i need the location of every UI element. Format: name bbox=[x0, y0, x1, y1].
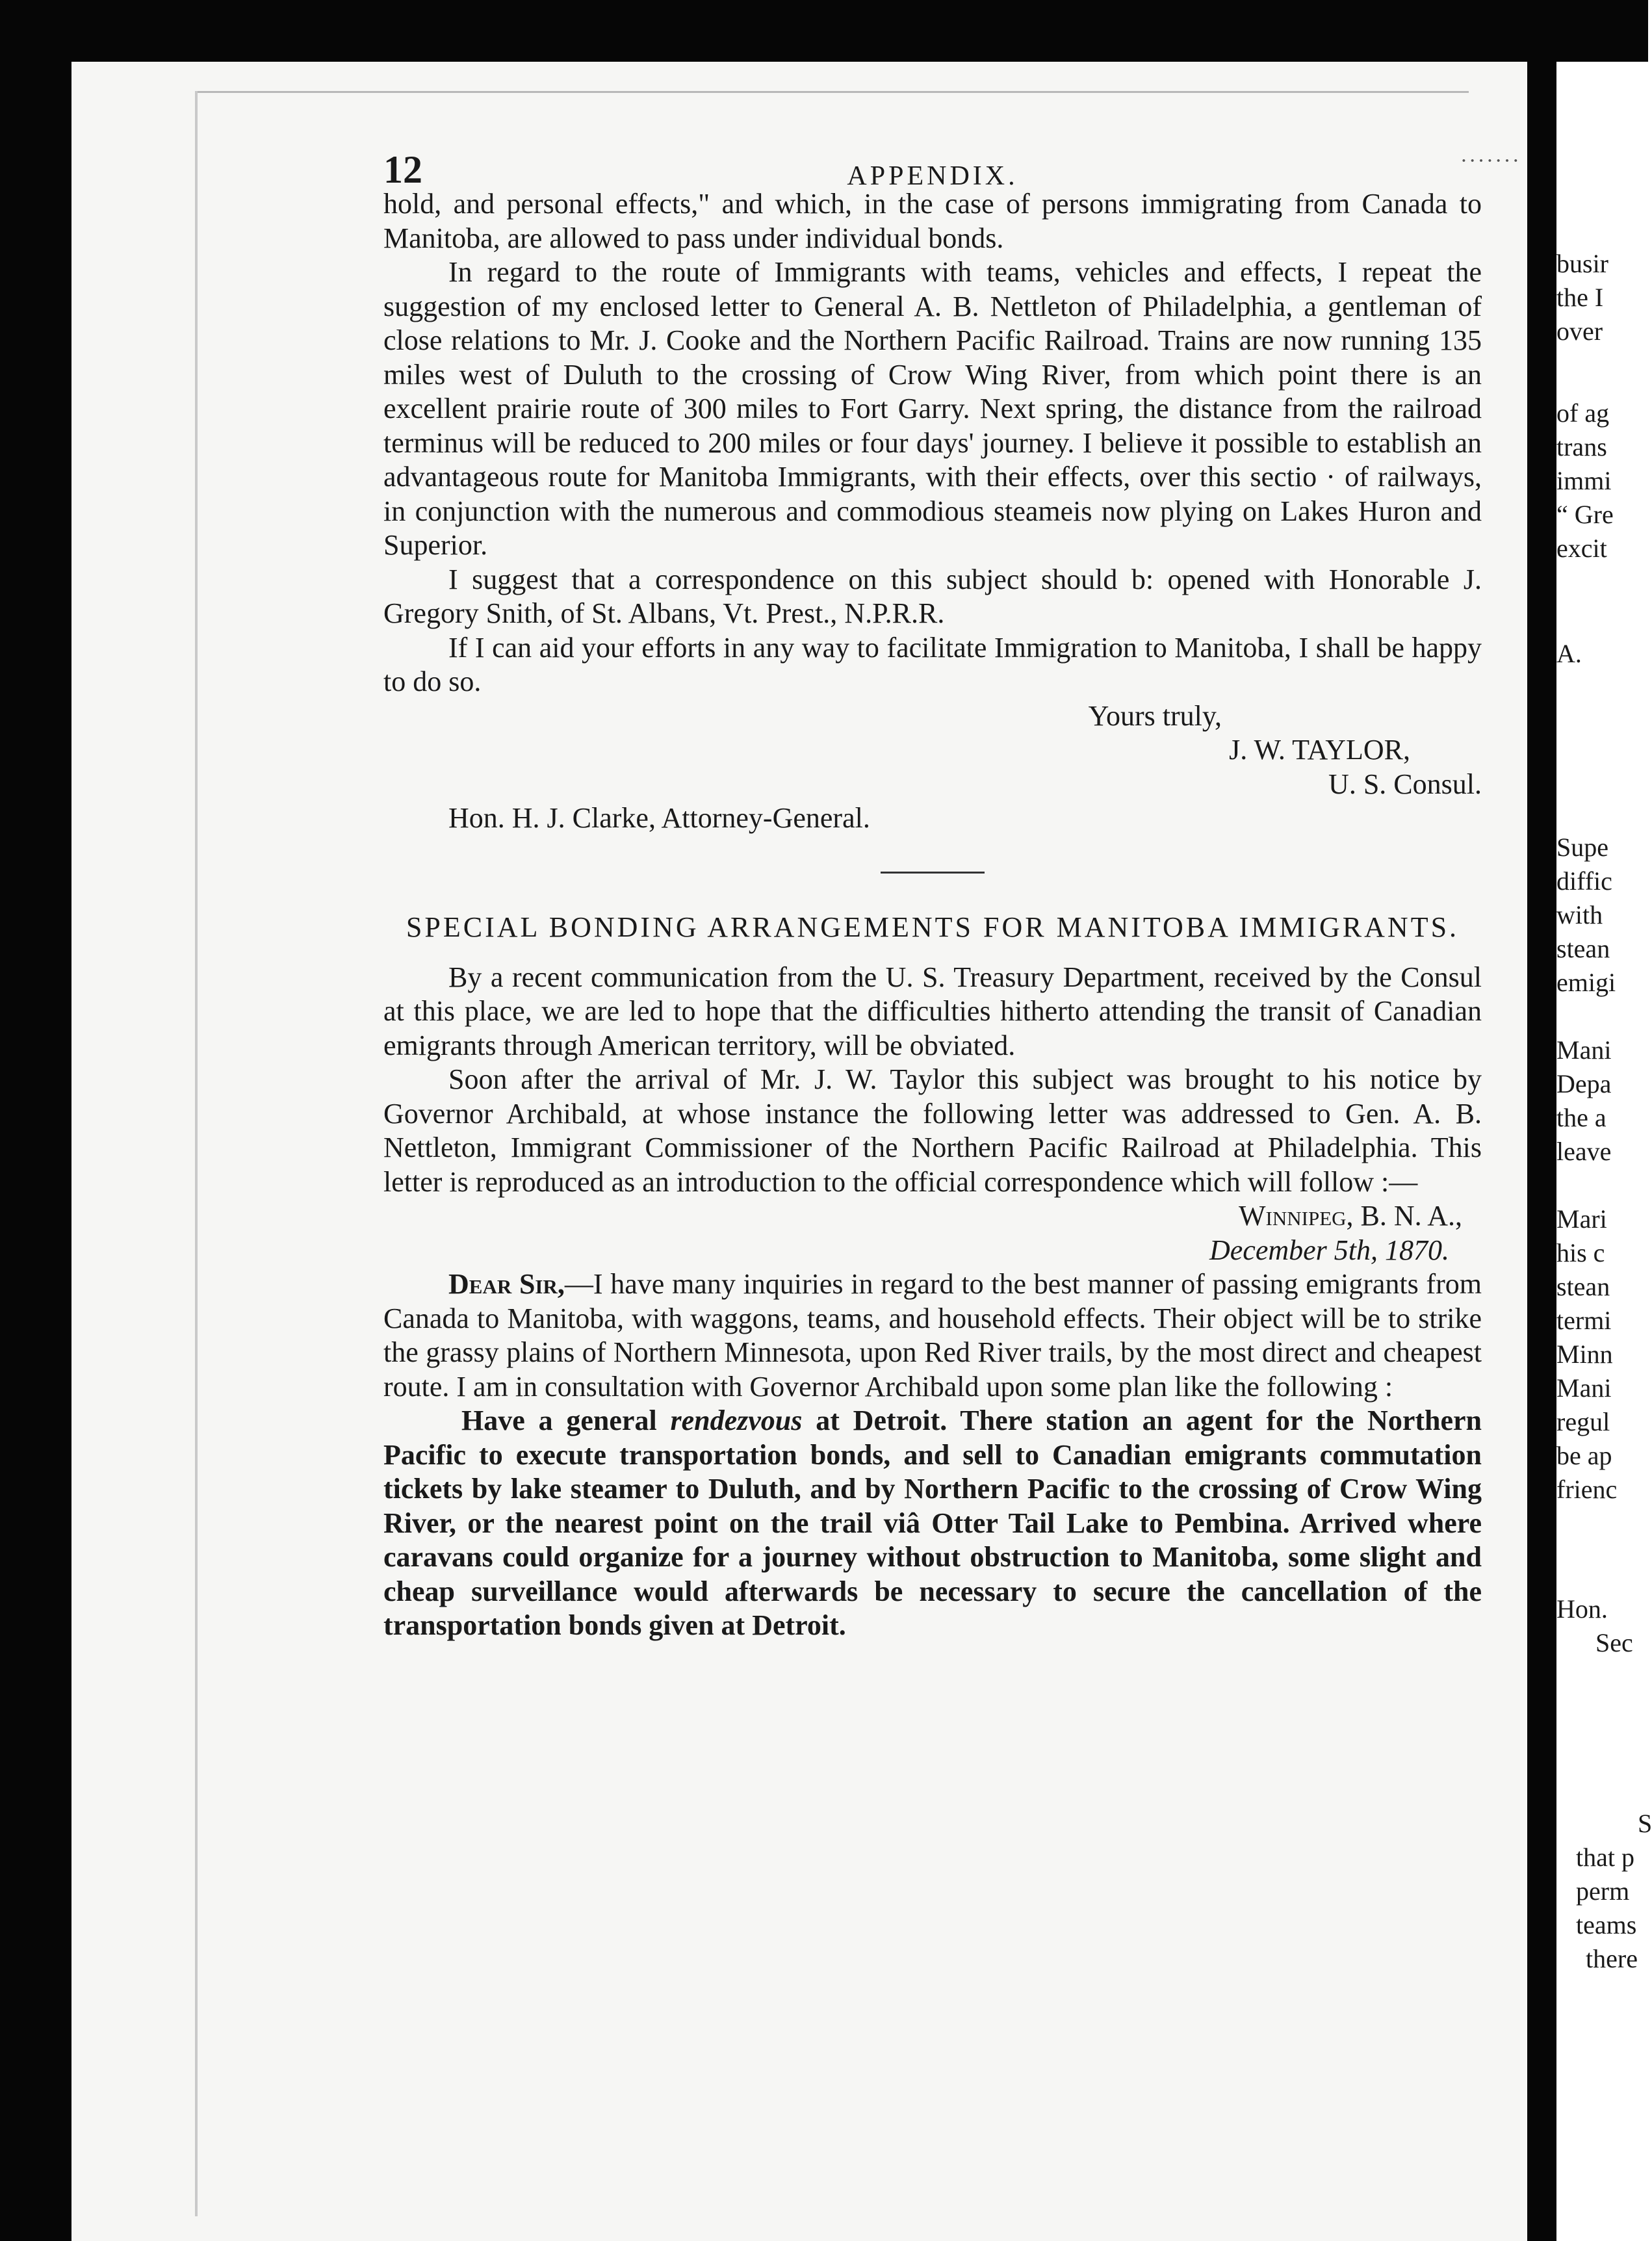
fragment: “ Gre bbox=[1556, 500, 1614, 529]
fragment: Sec bbox=[1595, 1628, 1633, 1657]
page-text-column bbox=[383, 117, 1521, 1643]
section-divider bbox=[881, 872, 985, 874]
plan-text: at Detroit. There station an agent for the Northern Pacific to execute transportation bonds, and sell to Canadian emigrants commutation tickets by lake steamer to Duluth, and by Northern Pacific to the crossing of Crow Wing River, or the nearest point on the trail viâ Otter Tail Lake to Pembina. Arrived where caravans could organize for a journey without obstruction to Manitoba, some slight and cheap surveillance would afterwards be necessary to secure the cancellation of the transportation bonds given at Detroit. bbox=[383, 1405, 1482, 1641]
fragment: excit bbox=[1556, 534, 1607, 563]
page-top-line bbox=[195, 91, 1469, 93]
letter-place: Winnipeg, B. N. A., bbox=[1239, 1200, 1462, 1232]
letter-body: —I have many inquiries in regard to the best manner of passing emigrants from Canada to Manitoba, with waggons, teams, and household effects. Their object will be to strike the grassy plains of Northern Minnesota, upon Red River trails, by the most direct and cheapest route. I am in consultation with Governor Archibald upon some plan like the following : bbox=[383, 1268, 1482, 1403]
letter-signature: J. W. TAYLOR, bbox=[1229, 734, 1410, 766]
scan-border-left bbox=[0, 0, 71, 2241]
section-paragraph: Soon after the arrival of Mr. J. W. Taylor this subject was brought to his notice by Governor Archibald, at whose instance the following letter was addressed to Gen. A. B. Nettleton, Immigrant Commissioner of the Northern Pacific Railroad at Philadelphia. This letter is reproduced as an introduction to the official correspondence which will follow :— bbox=[383, 1063, 1482, 1198]
letter-paragraph: I suggest that a correspondence on this subject should b: opened with Honorable J. Gregory Snith, of St. Albans, Vt. Prest., N.P.R.R. bbox=[383, 563, 1482, 629]
fragment: his c bbox=[1556, 1238, 1605, 1267]
fragment: Hon. bbox=[1556, 1594, 1608, 1624]
header-dots: ······· bbox=[1460, 149, 1521, 173]
letter-addressee: Hon. H. J. Clarke, Attorney-General. bbox=[448, 802, 870, 834]
letter-paragraph: If I can aid your efforts in any way to facilitate Immigration to Manitoba, I shall be happy to do so. bbox=[383, 631, 1482, 697]
fragment: A. bbox=[1556, 639, 1582, 668]
fragment: Depa bbox=[1556, 1069, 1612, 1098]
fragment: with bbox=[1556, 900, 1603, 929]
fragment: Supe bbox=[1556, 833, 1608, 862]
letter-paragraph: hold, and personal effects," and which, in the case of persons immigrating from Canada to Manitoba, are allowed to pass under individual bonds. bbox=[383, 188, 1482, 254]
page-left-edge bbox=[195, 91, 198, 2216]
fragment: that p bbox=[1576, 1843, 1634, 1872]
fragment: teams bbox=[1576, 1910, 1637, 1939]
page-number: 12 bbox=[383, 148, 422, 191]
fragment: S bbox=[1638, 1809, 1652, 1838]
fragment: busir bbox=[1556, 249, 1608, 278]
fragment: Mani bbox=[1556, 1035, 1612, 1065]
fragment: perm bbox=[1576, 1876, 1630, 1906]
letter-date: December 5th, 1870. bbox=[1209, 1234, 1449, 1266]
fragment: emigi bbox=[1556, 968, 1616, 997]
fragment: be ap bbox=[1556, 1441, 1612, 1470]
fragment: Mari bbox=[1556, 1204, 1607, 1234]
fragment: the I bbox=[1556, 283, 1604, 312]
page-gutter bbox=[1527, 62, 1556, 2241]
fragment: frienc bbox=[1556, 1475, 1618, 1504]
letter-salutation: Dear Sir, bbox=[448, 1268, 565, 1300]
fragment: stean bbox=[1556, 934, 1610, 963]
fragment: Mani bbox=[1556, 1373, 1612, 1403]
section-paragraph: By a recent communication from the U. S. Treasury Department, received by the Consul at this place, we are led to hope that the difficulties hitherto attending the transit of Canadian emigrants through American territory, will be obviated. bbox=[383, 961, 1482, 1061]
fragment: there bbox=[1586, 1944, 1638, 1973]
letter-paragraph: In regard to the route of Immigrants with teams, vehicles and effects, I repeat the suggestion of my enclosed letter to General A. B. Nettleton of Philadelphia, a gentleman of close relations to Mr. J. Cooke and the Northern Pacific Railroad. Trains are now running 135 miles west of Duluth to the crossing of Crow Wing River, from which point there is an excellent prairie route of 300 miles to Fort Garry. Next spring, the distance from the railroad terminus will be reduced to 200 miles or four days' journey. I believe it possible to establish an advantageous route for Manitoba Immigrants, with their effects, over this sectio · of railways, in conjunction with the numerous and commodious steameis now plying on Lakes Huron and Superior. bbox=[383, 256, 1482, 561]
plan-italic: rendezvous bbox=[670, 1405, 803, 1436]
section-heading: SPECIAL BONDING ARRANGEMENTS FOR MANITOBA IMMIGRANTS. bbox=[406, 911, 1460, 943]
fragment: stean bbox=[1556, 1272, 1610, 1301]
fragment: leave bbox=[1556, 1137, 1612, 1166]
fragment: immi bbox=[1556, 466, 1612, 495]
fragment: of ag bbox=[1556, 398, 1610, 428]
fragment: Minn bbox=[1556, 1340, 1613, 1369]
fragment: termi bbox=[1556, 1306, 1612, 1335]
page-header bbox=[383, 117, 1521, 191]
letter-closing: Yours truly, bbox=[1088, 699, 1222, 732]
fragment: over bbox=[1556, 317, 1603, 346]
scan-border-top bbox=[0, 0, 1648, 62]
fragment: the a bbox=[1556, 1103, 1607, 1132]
letter-signature-title: U. S. Consul. bbox=[1328, 768, 1482, 800]
plan-paragraph bbox=[383, 1404, 1482, 1643]
plan-text: Have a general bbox=[461, 1405, 671, 1436]
fragment: diffic bbox=[1556, 866, 1612, 896]
fragment: regul bbox=[1556, 1407, 1610, 1436]
adjacent-page-strip bbox=[1556, 247, 1652, 2197]
running-head: APPENDIX. bbox=[847, 161, 1018, 191]
fragment: trans bbox=[1556, 432, 1607, 461]
